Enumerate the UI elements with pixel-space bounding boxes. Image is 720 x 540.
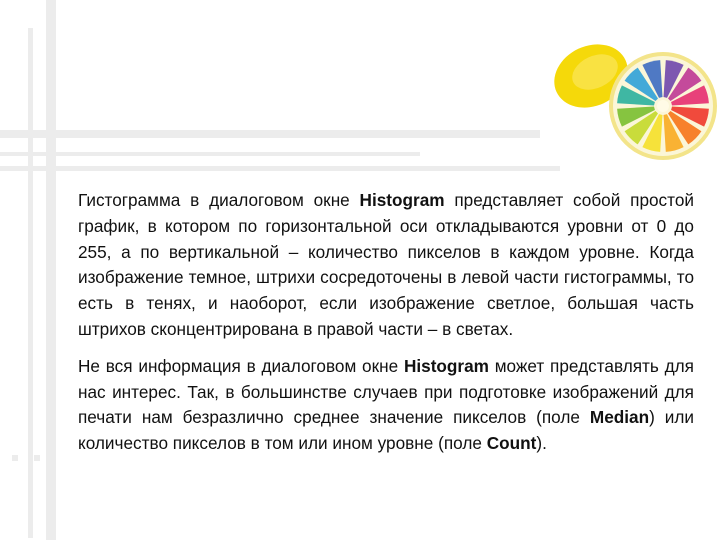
- paragraph-1: [78, 188, 694, 343]
- p1-text-1: Гистограмма в диалоговом окне: [78, 190, 360, 210]
- p1-text-2: представляет собой простой график, в котором по горизонтальной оси откладываются уровни от 0 до 255, а по вертикальной – количество пикселов в каждом уровне. Когда изображение темное, штрихи сосредоточены в левой части гистограммы, то есть в тенях, и наоборот, если изображение светлое, большая часть штрихов сконцентрирована в правой части – в светах.: [78, 190, 694, 339]
- p2-count-term: Count: [486, 433, 537, 454]
- decor-dot-1: [12, 455, 18, 461]
- decor-horizontal-line-2: [0, 152, 420, 156]
- p2-text-1: Не вся информация в диалоговом окне: [78, 355, 404, 376]
- decor-vertical-line-1: [28, 28, 33, 538]
- p2-text-3: ) или количество пикселов в том или ином уровне (поле: [78, 407, 694, 454]
- p2-histogram-term: Histogram: [403, 355, 489, 376]
- paragraph-2: [78, 354, 694, 457]
- decor-vertical-line-2: [46, 0, 56, 540]
- slide-body: [78, 188, 694, 468]
- p2-median-term: Median: [589, 407, 650, 428]
- p1-histogram-term: Histogram: [359, 190, 445, 210]
- lemon-color-wheel-image: [545, 14, 720, 164]
- decor-horizontal-line-3: [0, 166, 560, 171]
- decor-horizontal-line-1: [0, 130, 540, 138]
- wheel-center: [657, 100, 669, 112]
- p2-text-2: может представлять для нас интерес. Так, в большинстве случаев при подготовке изображений для печати нам безразлично среднее значение пикселов (поле: [78, 355, 694, 428]
- p2-text-4: ).: [536, 433, 547, 454]
- decor-dot-2: [34, 455, 40, 461]
